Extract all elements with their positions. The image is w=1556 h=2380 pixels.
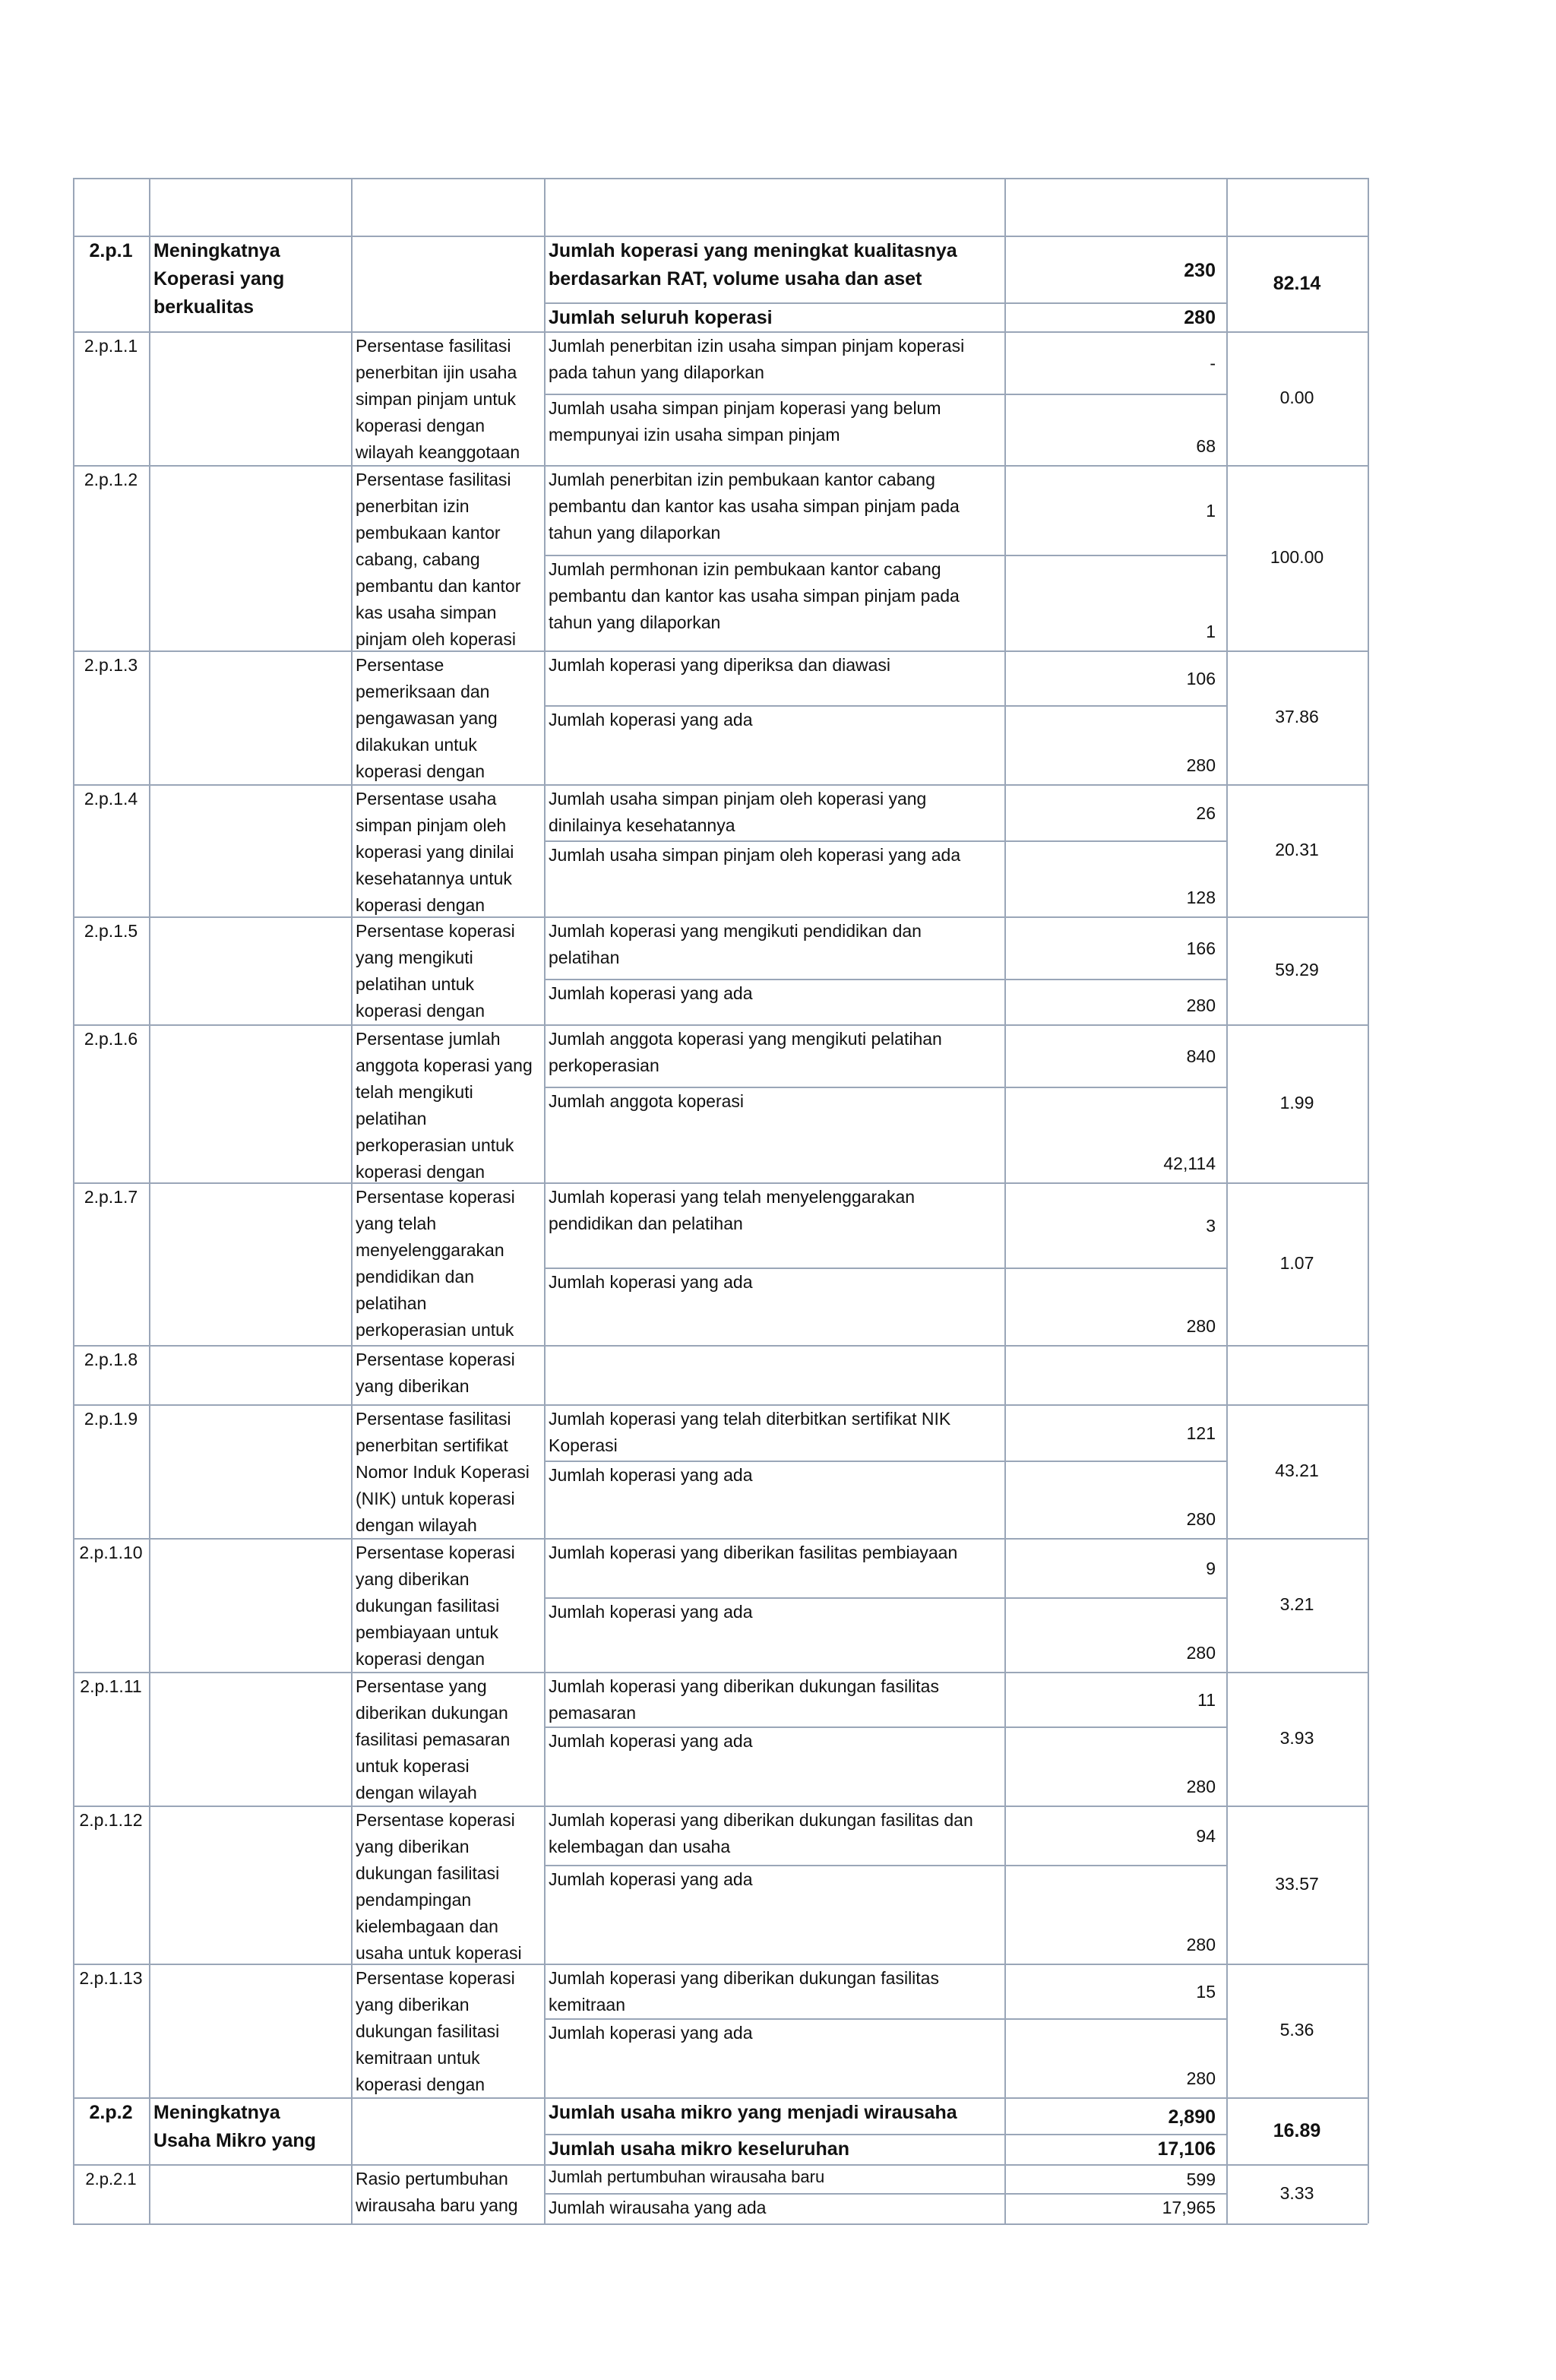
numerator-value: 599 <box>1186 2170 1216 2189</box>
ratio-value <box>1226 1345 1368 1404</box>
denominator-label: Jumlah permhonan izin pembukaan kantor cabang pembantu dan kantor kas usaha simpan pinjam pada tahun yang dilaporkan <box>549 559 960 632</box>
denominator-value: 128 <box>1186 888 1216 907</box>
goal-label <box>149 1182 351 1345</box>
row-code: 2.p.1.12 <box>79 1810 143 1830</box>
indicator-label: Persentase koperasi yang mengikuti pelatihan untuk koperasi dengan <box>356 921 515 1021</box>
goal-label <box>149 1345 351 1404</box>
numerator-value: 94 <box>1196 1826 1216 1846</box>
denominator-value: 280 <box>1186 1777 1216 1796</box>
ratio-value: 100.00 <box>1270 547 1324 567</box>
numerator-value <box>1004 1345 1226 1404</box>
grid-line <box>1368 178 1369 2223</box>
goal-label <box>149 1806 351 1964</box>
ratio-value: 3.33 <box>1279 2183 1314 2203</box>
numerator-label: Jumlah koperasi yang diberikan dukungan fasilitas dan kelembagan dan usaha <box>549 1810 973 1856</box>
numerator-value: - <box>1210 353 1216 373</box>
indicator-label: Persentase fasilitasi penerbitan izin pembukaan kantor cabang, cabang pembantu dan kantor kas usaha simpan pinjam oleh koperasi <box>356 470 521 649</box>
row-code: 2.p.2.1 <box>85 2170 137 2189</box>
ratio-value: 16.89 <box>1273 2120 1321 2141</box>
denominator-label: Jumlah koperasi yang ada <box>549 1602 753 1622</box>
indicator-label: Persentase usaha simpan pinjam oleh koperasi yang dinilai kesehatannya untuk koperasi dengan <box>356 789 514 915</box>
numerator-label: Jumlah anggota koperasi yang mengikuti pelatihan perkoperasian <box>549 1029 942 1075</box>
row-code: 2.p.1 <box>89 240 133 261</box>
ratio-value: 0.00 <box>1279 388 1314 407</box>
numerator-label: Jumlah koperasi yang diberikan fasilitas pembiayaan <box>549 1543 958 1562</box>
indicator-label: Persentase koperasi yang diberikan dukungan fasilitasi pembiayaan untuk koperasi dengan <box>356 1543 515 1669</box>
ratio-value: 3.21 <box>1279 1594 1314 1614</box>
numerator-label: Jumlah koperasi yang diberikan dukungan fasilitas pemasaran <box>549 1676 939 1723</box>
goal-label: Meningkatnya Usaha Mikro yang <box>153 2102 316 2151</box>
goal-label <box>149 2164 351 2223</box>
goal-label <box>149 1024 351 1182</box>
denominator-label: Jumlah koperasi yang ada <box>549 710 753 730</box>
goal-label <box>149 465 351 650</box>
ratio-value: 43.21 <box>1275 1461 1319 1480</box>
numerator-value: 121 <box>1186 1423 1216 1443</box>
row-code: 2.p.1.9 <box>84 1409 138 1429</box>
numerator-label: Jumlah koperasi yang telah menyelenggarakan pendidikan dan pelatihan <box>549 1187 916 1233</box>
denominator-label: Jumlah koperasi yang ada <box>549 1272 753 1292</box>
numerator-value: 166 <box>1186 938 1216 958</box>
indicator-label: Persentase koperasi yang diberikan dukungan fasilitasi pendampingan kielembagaan dan usaha untuk koperasi <box>356 1810 522 1963</box>
numerator-label <box>544 1345 1004 1404</box>
denominator-label: Jumlah koperasi yang ada <box>549 1465 753 1485</box>
row-code: 2.p.1.2 <box>84 470 138 489</box>
indicator-label: Rasio pertumbuhan wirausaha baru yang <box>356 2169 518 2215</box>
denominator-label: Jumlah seluruh koperasi <box>549 307 773 328</box>
row-code: 2.p.1.6 <box>84 1029 138 1049</box>
denominator-label: Jumlah koperasi yang ada <box>549 983 753 1003</box>
numerator-label: Jumlah usaha simpan pinjam oleh koperasi yang dinilainya kesehatannya <box>549 789 927 835</box>
denominator-label: Jumlah koperasi yang ada <box>549 1869 753 1889</box>
ratio-value: 3.93 <box>1279 1728 1314 1748</box>
denominator-value: 42,114 <box>1163 1154 1216 1173</box>
numerator-value: 15 <box>1196 1982 1216 2002</box>
goal-label <box>149 916 351 1024</box>
goal-label <box>149 1964 351 2097</box>
denominator-label: Jumlah anggota koperasi <box>549 1091 744 1111</box>
row-code: 2.p.2 <box>89 2102 133 2123</box>
indicator-label: Persentase koperasi yang diberikan dukungan fasilitasi kemitraan untuk koperasi dengan <box>356 1968 515 2094</box>
indicator-label: Persentase fasilitasi penerbitan sertifikat Nomor Induk Koperasi (NIK) untuk koperasi dengan wilayah <box>356 1409 530 1535</box>
denominator-value: 280 <box>1186 1316 1216 1336</box>
denominator-label: Jumlah wirausaha yang ada <box>549 2198 767 2217</box>
row-code: 2.p.1.13 <box>79 1968 143 1988</box>
numerator-label: Jumlah koperasi yang diperiksa dan diawasi <box>549 655 891 675</box>
numerator-label: Jumlah koperasi yang mengikuti pendidikan dan pelatihan <box>549 921 922 967</box>
numerator-label: Jumlah penerbitan izin pembukaan kantor cabang pembantu dan kantor kas usaha simpan pinjam pada tahun yang dilaporkan <box>549 470 960 543</box>
denominator-value: 280 <box>1186 755 1216 775</box>
numerator-label: Jumlah penerbitan izin usaha simpan pinjam koperasi pada tahun yang dilaporkan <box>549 336 965 382</box>
grid-line <box>73 178 1368 179</box>
denominator-value: 280 <box>1184 307 1216 328</box>
row-code: 2.p.1.4 <box>84 789 138 809</box>
denominator-value: 280 <box>1186 1935 1216 1954</box>
indicator-label: Persentase fasilitasi penerbitan ijin usaha simpan pinjam untuk koperasi dengan wilayah keanggotaan <box>356 336 520 462</box>
indicator-label: Persentase yang diberikan dukungan fasilitasi pemasaran untuk koperasi dengan wilayah <box>356 1676 511 1802</box>
denominator-value: 17,106 <box>1157 2138 1216 2160</box>
numerator-value: 106 <box>1186 669 1216 688</box>
denominator-label: Jumlah usaha simpan pinjam oleh koperasi yang ada <box>549 845 961 865</box>
numerator-value: 11 <box>1197 1690 1216 1710</box>
ratio-value: 82.14 <box>1273 273 1321 294</box>
row-code: 2.p.1.3 <box>84 655 138 675</box>
denominator-label: Jumlah usaha mikro keseluruhan <box>549 2138 849 2160</box>
denominator-label: Jumlah usaha simpan pinjam koperasi yang belum mempunyai izin usaha simpan pinjam <box>549 398 941 445</box>
ratio-value: 37.86 <box>1275 707 1319 726</box>
numerator-label: Jumlah koperasi yang diberikan dukungan fasilitas kemitraan <box>549 1968 939 2014</box>
grid-line <box>73 2223 1368 2225</box>
numerator-value: 840 <box>1186 1046 1216 1066</box>
numerator-label: Jumlah koperasi yang telah diterbitkan sertifikat NIK Koperasi <box>549 1409 951 1455</box>
numerator-value: 9 <box>1206 1559 1216 1578</box>
indicator-label: Persentase jumlah anggota koperasi yang telah mengikuti pelatihan perkoperasian untuk koperasi dengan <box>356 1029 533 1182</box>
denominator-label: Jumlah koperasi yang ada <box>549 1731 753 1751</box>
goal-label <box>149 1672 351 1806</box>
indicator-label <box>351 2097 544 2164</box>
ratio-value: 33.57 <box>1275 1874 1319 1894</box>
goal-label: Meningkatnya Koperasi yang berkualitas <box>153 240 285 318</box>
numerator-value: 26 <box>1196 803 1216 823</box>
indicator-label: Persentase pemeriksaan dan pengawasan yang dilakukan untuk koperasi dengan <box>356 655 498 781</box>
indicator-label: Persentase koperasi yang telah menyelenggarakan pendidikan dan pelatihan perkoperasian untuk <box>356 1187 515 1340</box>
denominator-value: 280 <box>1186 995 1216 1015</box>
numerator-value: 3 <box>1206 1216 1216 1236</box>
goal-label <box>149 1404 351 1538</box>
denominator-value: 280 <box>1186 1643 1216 1663</box>
denominator-value: 68 <box>1196 436 1216 456</box>
denominator-value: 17,965 <box>1162 2198 1216 2217</box>
numerator-value: 1 <box>1206 501 1216 521</box>
goal-label <box>149 650 351 784</box>
ratio-value: 1.07 <box>1279 1253 1314 1273</box>
numerator-label: Jumlah koperasi yang meningkat kualitasnya berdasarkan RAT, volume usaha dan aset <box>549 240 957 290</box>
numerator-label: Jumlah pertumbuhan wirausaha baru <box>549 2167 825 2186</box>
row-code: 2.p.1.11 <box>80 1676 142 1696</box>
denominator-value: 1 <box>1206 622 1216 641</box>
ratio-value: 1.99 <box>1279 1093 1314 1112</box>
numerator-value: 230 <box>1184 260 1216 281</box>
denominator-value: 280 <box>1186 1509 1216 1529</box>
row-code: 2.p.1.8 <box>84 1350 138 1369</box>
goal-label <box>149 331 351 465</box>
row-code: 2.p.1.5 <box>84 921 138 941</box>
goal-label <box>149 1538 351 1672</box>
indicator-label: Persentase koperasi yang diberikan <box>356 1350 515 1396</box>
goal-label <box>149 784 351 916</box>
ratio-value: 20.31 <box>1275 840 1319 859</box>
denominator-label: Jumlah koperasi yang ada <box>549 2023 753 2043</box>
ratio-value: 59.29 <box>1275 960 1319 980</box>
indicator-label <box>351 236 544 331</box>
row-code: 2.p.1.10 <box>79 1543 143 1562</box>
numerator-label: Jumlah usaha mikro yang menjadi wirausaha <box>549 2102 957 2123</box>
ratio-value: 5.36 <box>1279 2020 1314 2040</box>
denominator-value: 280 <box>1186 2068 1216 2088</box>
row-code: 2.p.1.7 <box>84 1187 138 1207</box>
numerator-value: 2,890 <box>1168 2106 1216 2128</box>
row-code: 2.p.1.1 <box>84 336 138 356</box>
